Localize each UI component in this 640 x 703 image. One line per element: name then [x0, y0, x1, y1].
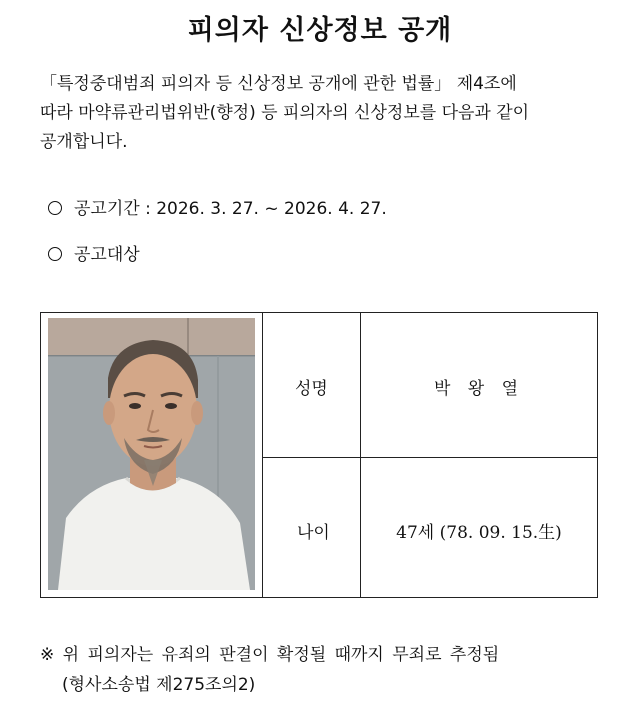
suspect-info-table [40, 312, 598, 598]
intro-line-2: 따라 마약류관리법위반(향정) 등 피의자의 신상정보를 다음과 같이 [40, 103, 530, 123]
photo-cell [41, 313, 263, 597]
intro-line-3: 공개합니다. [40, 132, 128, 152]
suspect-photo [48, 318, 255, 590]
age-label: 나이 [297, 523, 330, 543]
name-label: 성명 [295, 379, 328, 399]
notice-target [48, 240, 140, 265]
intro-paragraph [40, 70, 605, 157]
circle-bullet-icon [48, 201, 62, 215]
legal-reference: (형사소송법 제275조의2) [62, 675, 256, 695]
notice-target-text: 공고대상 [74, 245, 140, 265]
notice-period [48, 194, 387, 219]
age-value: 47세 (78. 09. 15.生) [396, 523, 562, 543]
intro-line-1: 「특정중대범죄 피의자 등 신상정보 공개에 관한 법률」 제4조에 [40, 74, 517, 94]
circle-bullet-icon [48, 247, 62, 261]
label-column [263, 313, 361, 597]
page-title: 피의자 신상정보 공개 [187, 15, 453, 46]
name-value: 박 왕 열 [433, 379, 525, 399]
row-divider [262, 457, 598, 458]
notice-period-text: 공고기간 : 2026. 3. 27. ~ 2026. 4. 27. [74, 199, 387, 219]
presumption-notice: ※ 위 피의자는 유죄의 판결이 확정될 때까지 무죄로 추정됨 [40, 645, 500, 665]
